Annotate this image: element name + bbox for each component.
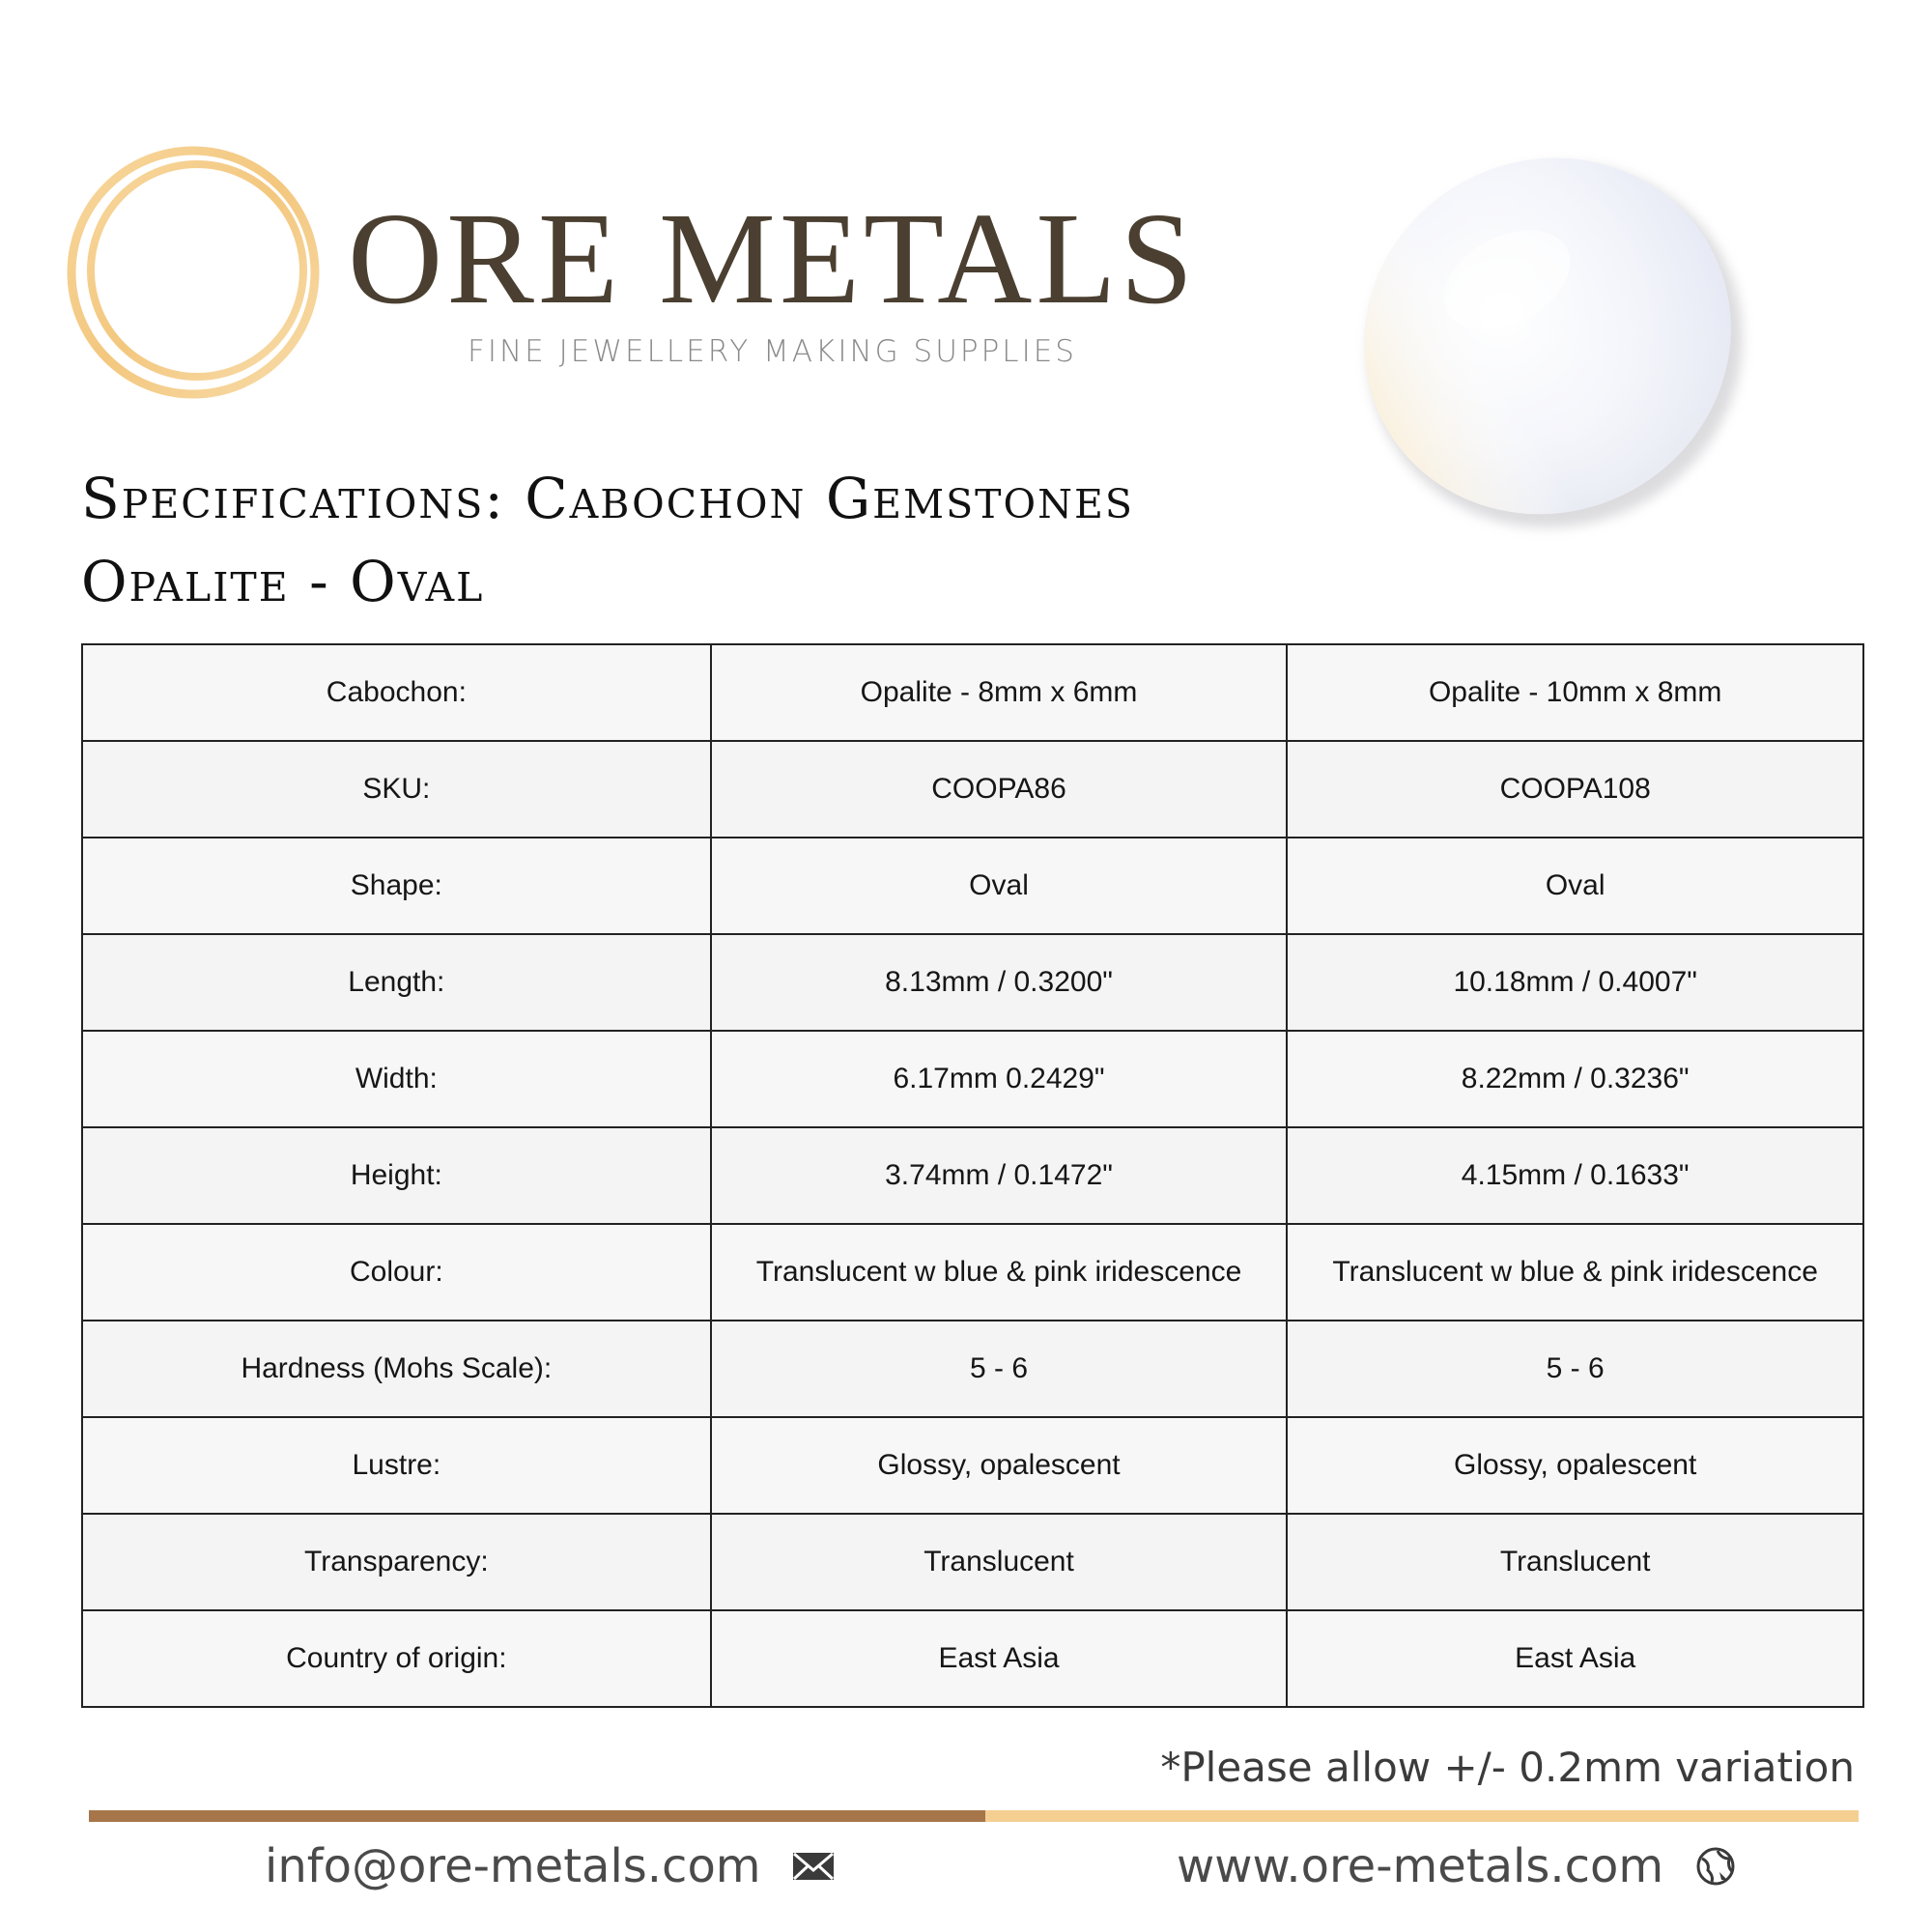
website-link[interactable]: www.ore-metals.com: [1177, 1839, 1664, 1893]
cell-10x8: Oval: [1287, 838, 1863, 934]
row-label: Height:: [82, 1127, 711, 1224]
cell-8x6: Oval: [711, 838, 1288, 934]
row-label: Length:: [82, 934, 711, 1031]
cell-10x8: Translucent w blue & pink iridescence: [1287, 1224, 1863, 1321]
brand-name: ORE METALS: [348, 186, 1198, 331]
table-row: [82, 741, 1863, 838]
page-subtitle: Opalite - Oval: [81, 549, 485, 614]
cell-8x6: 3.74mm / 0.1472": [711, 1127, 1288, 1224]
footer-divider: [89, 1810, 1859, 1822]
cell-10x8: COOPA108: [1287, 741, 1863, 838]
logo-rings-icon: [66, 145, 321, 400]
row-label: Cabochon:: [82, 644, 711, 741]
cell-10x8: Translucent: [1287, 1514, 1863, 1610]
table-row: [82, 1610, 1863, 1707]
brand-tagline: FINE JEWELLERY MAKING SUPPLIES: [468, 334, 1077, 369]
cell-10x8: 4.15mm / 0.1633": [1287, 1127, 1863, 1224]
cell-8x6: 8.13mm / 0.3200": [711, 934, 1288, 1031]
row-label: Width:: [82, 1031, 711, 1127]
table-row: [82, 644, 1863, 741]
table-row: [82, 934, 1863, 1031]
envelope-icon: [790, 1843, 837, 1889]
cell-8x6: Glossy, opalescent: [711, 1417, 1288, 1514]
row-label: Shape:: [82, 838, 711, 934]
cell-8x6: COOPA86: [711, 741, 1288, 838]
variation-note: *Please allow +/- 0.2mm variation: [1160, 1744, 1855, 1791]
globe-icon: [1692, 1843, 1739, 1889]
specifications-table: [81, 643, 1864, 1708]
cell-8x6: Translucent: [711, 1514, 1288, 1610]
cell-8x6: 6.17mm 0.2429": [711, 1031, 1288, 1127]
table-row: [82, 1514, 1863, 1610]
email-link[interactable]: info@ore-metals.com: [265, 1839, 761, 1893]
footer-bar-dark: [89, 1810, 985, 1822]
footer-bar-light: [985, 1810, 1859, 1822]
row-label: Transparency:: [82, 1514, 711, 1610]
cell-10x8: Glossy, opalescent: [1287, 1417, 1863, 1514]
row-label: Lustre:: [82, 1417, 711, 1514]
cell-10x8: East Asia: [1287, 1610, 1863, 1707]
cell-10x8: Opalite - 10mm x 8mm: [1287, 644, 1863, 741]
table-row: [82, 1224, 1863, 1321]
contact-email[interactable]: [265, 1835, 837, 1897]
contact-website[interactable]: [1177, 1835, 1739, 1897]
cell-10x8: 10.18mm / 0.4007": [1287, 934, 1863, 1031]
table-row: [82, 1417, 1863, 1514]
cell-8x6: Opalite - 8mm x 6mm: [711, 644, 1288, 741]
row-label: SKU:: [82, 741, 711, 838]
row-label: Hardness (Mohs Scale):: [82, 1321, 711, 1417]
opalite-cabochon-image: [1333, 135, 1758, 541]
table-row: [82, 838, 1863, 934]
page-title: Specifications: Cabochon Gemstones: [81, 466, 1135, 531]
cell-8x6: Translucent w blue & pink iridescence: [711, 1224, 1288, 1321]
table-row: [82, 1031, 1863, 1127]
row-label: Colour:: [82, 1224, 711, 1321]
cell-8x6: 5 - 6: [711, 1321, 1288, 1417]
cell-8x6: East Asia: [711, 1610, 1288, 1707]
row-label: Country of origin:: [82, 1610, 711, 1707]
table-row: [82, 1321, 1863, 1417]
cell-10x8: 5 - 6: [1287, 1321, 1863, 1417]
table-row: [82, 1127, 1863, 1224]
cell-10x8: 8.22mm / 0.3236": [1287, 1031, 1863, 1127]
